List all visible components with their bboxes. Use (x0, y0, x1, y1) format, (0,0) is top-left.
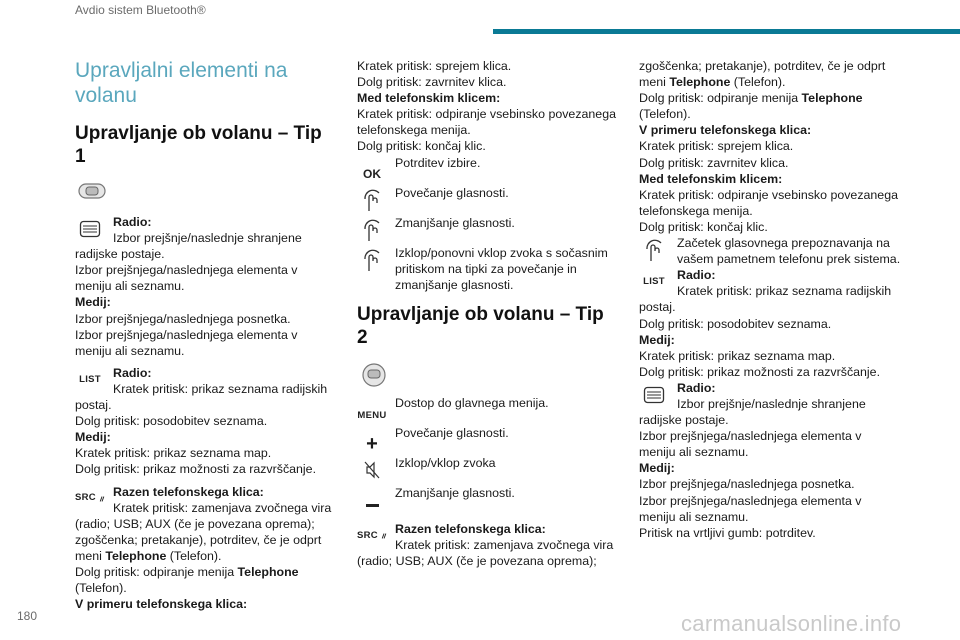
text-line: Dostop do glavnega menija. (395, 395, 549, 410)
text-line: Dolg pritisk: prikaz možnosti za razvrščanje. (639, 364, 881, 379)
text-line: Zmanjšanje glasnosti. (395, 215, 515, 230)
text-line: Dolg pritisk: posodobitev seznama. (639, 316, 832, 331)
list-icon: LIST (643, 276, 665, 288)
text-line: radijske postaje. (639, 413, 729, 428)
src-icon: SRC (357, 521, 387, 551)
text-line: (radio; USB; AUX (če je povezana oprema); zgoščenka; pretakanje), potrditev, če je odprt meni Telephone (Telefon). (75, 516, 322, 563)
text-line: Dolg pritisk: zavrnitev klica. (639, 155, 789, 170)
text-line: Izbor prejšnjega/naslednjega posnetka. (75, 311, 291, 326)
text-line: radijske postaje. (75, 247, 165, 262)
menu-icon: MENU (357, 409, 387, 421)
mute2-row (357, 455, 619, 485)
text-line: Izbor prejšnjega/naslednjega posnetka. (639, 477, 855, 492)
text-line: Kratek pritisk: zamenjava zvočnega vira (113, 500, 332, 515)
thumbwheel-icon (75, 214, 105, 244)
list-icon: LIST (79, 373, 101, 385)
page-number: 180 (17, 609, 38, 623)
text-line: Kratek pritisk: odpiranje vsebinsko povezanega telefonskega menija. (639, 187, 898, 218)
text-line: Dolg pritisk: odpiranje menija Telephone (Telefon). (639, 91, 863, 122)
finger-press-icon (357, 215, 387, 245)
text-line: zgoščenka; pretakanje), potrditev, če je odprt meni Telephone (Telefon). (639, 59, 886, 90)
plus-icon: + (366, 432, 378, 455)
column-1 (75, 58, 337, 612)
src-row (357, 521, 619, 569)
no-call-label: Razen telefonskega klica: (395, 521, 546, 536)
thumbwheel-block (639, 380, 901, 541)
vol-up-row (357, 185, 619, 215)
call-label: V primeru telefonskega klica: (639, 123, 812, 138)
text-line: Kratek pritisk: sprejem klica. (357, 59, 512, 73)
text-line: postaj. (75, 398, 112, 413)
text-line: Povečanje glasnosti. (395, 185, 509, 200)
text-line: Dolg pritisk: zavrnitev klica. (357, 75, 507, 90)
text-line: Povečanje glasnosti. (395, 425, 509, 440)
vol-down-row (357, 215, 619, 245)
thumbwheel-icon (639, 380, 669, 410)
menu-row (357, 395, 619, 425)
during-call-label: Med telefonskim klicem: (639, 171, 783, 186)
text-line: Začetek glasovnega prepoznavanja na vašem pametnem telefonu prek sistema. (677, 236, 901, 267)
thumbwheel-block (75, 214, 337, 359)
call-label: V primeru telefonskega klica: (75, 597, 248, 612)
media-label: Medij: (639, 332, 675, 347)
during-call-label: Med telefonskim klicem: (357, 91, 501, 106)
text-line: Dolg pritisk: prikaz možnosti za razvrščanje. (75, 462, 317, 477)
text-line: postaj. (639, 300, 676, 315)
text-line: Kratek pritisk: prikaz seznama radijskih (113, 381, 328, 396)
text-line: Izbor prejšnjega/naslednjega elementa v meniju ali seznamu. (75, 263, 298, 294)
src-icon: SRC (75, 484, 105, 514)
text-line: Dolg pritisk: posodobitev seznama. (75, 414, 268, 429)
finger-press-icon (357, 185, 387, 215)
src-block (75, 484, 337, 613)
minus-icon (357, 491, 387, 521)
steering-control-icon (75, 180, 109, 206)
media-label: Medij: (75, 295, 111, 310)
list-block (639, 267, 901, 380)
text-line: Kratek pritisk: zamenjava zvočnega vira (395, 537, 614, 552)
text-line: Potrditev izbire. (395, 155, 481, 170)
mute-row (357, 245, 619, 293)
watermark: carmanualsonline.info (681, 611, 902, 636)
text-line: Dolg pritisk: odpiranje menija Telephone (Telefon). (75, 564, 299, 596)
no-call-label: Razen telefonskega klica: (113, 484, 264, 499)
text-line: Kratek pritisk: prikaz seznama map. (639, 348, 836, 363)
finger-press-icon (357, 245, 387, 275)
text-line: (radio; USB; AUX (če je povezana oprema); (357, 554, 597, 569)
voice-row (639, 235, 901, 267)
text-line: Dolg pritisk: končaj klic. (357, 139, 486, 154)
text-line: Izbor prejšnje/naslednje shranjene (677, 396, 866, 411)
mute-icon (357, 455, 387, 485)
section-title-type-2: Upravljanje ob volanu – Tip 2 (357, 303, 604, 348)
voice-icon (639, 235, 669, 265)
radio-label: Radio: (677, 380, 716, 395)
steering-control-icon (359, 361, 393, 387)
radio-label: Radio: (113, 365, 152, 380)
text-line: Izbor prejšnjega/naslednjega elementa v meniju ali seznamu. (75, 327, 298, 358)
text-line: Izklop/ponovni vklop zvoka s sočasnim pritiskom na tipki za povečanje in zmanjšanje glasnosti. (395, 245, 608, 292)
text-line: Kratek pritisk: prikaz seznama map. (75, 446, 272, 461)
ok-row (357, 155, 619, 185)
section-title-type-1: Upravljanje ob volanu – Tip 1 (75, 123, 322, 167)
chapter-title: Upravljalni elementi na volanu (75, 59, 288, 107)
text-line: Izbor prejšnjega/naslednjega elementa v meniju ali seznamu. (639, 493, 862, 524)
column-2 (357, 58, 619, 569)
header-accent-bar (493, 29, 960, 34)
text-line: Izbor prejšnjega/naslednjega elementa v meniju ali seznamu. (639, 429, 862, 460)
text-line: Dolg pritisk: končaj klic. (639, 219, 768, 234)
plus-row (357, 425, 619, 455)
text-line: Pritisk na vrtljivi gumb: potrditev. (639, 525, 816, 540)
ok-icon: OK (363, 166, 381, 181)
media-label: Medij: (75, 430, 111, 445)
list-block (75, 365, 337, 478)
media-label: Medij: (639, 461, 675, 476)
text-line: Izbor prejšnje/naslednje shranjene (113, 231, 302, 246)
minus-row (357, 485, 619, 515)
text-line: Kratek pritisk: sprejem klica. (639, 139, 794, 154)
running-header: Avdio sistem Bluetooth® (75, 3, 206, 17)
text-line: Izklop/vklop zvoka (395, 455, 496, 470)
column-3 (639, 58, 901, 541)
radio-label: Radio: (677, 268, 716, 283)
radio-label: Radio: (113, 215, 152, 229)
text-line: Kratek pritisk: odpiranje vsebinsko povezanega telefonskega menija. (357, 107, 616, 138)
text-line: Kratek pritisk: prikaz seznama radijskih (677, 284, 892, 299)
text-line: Zmanjšanje glasnosti. (395, 485, 515, 500)
